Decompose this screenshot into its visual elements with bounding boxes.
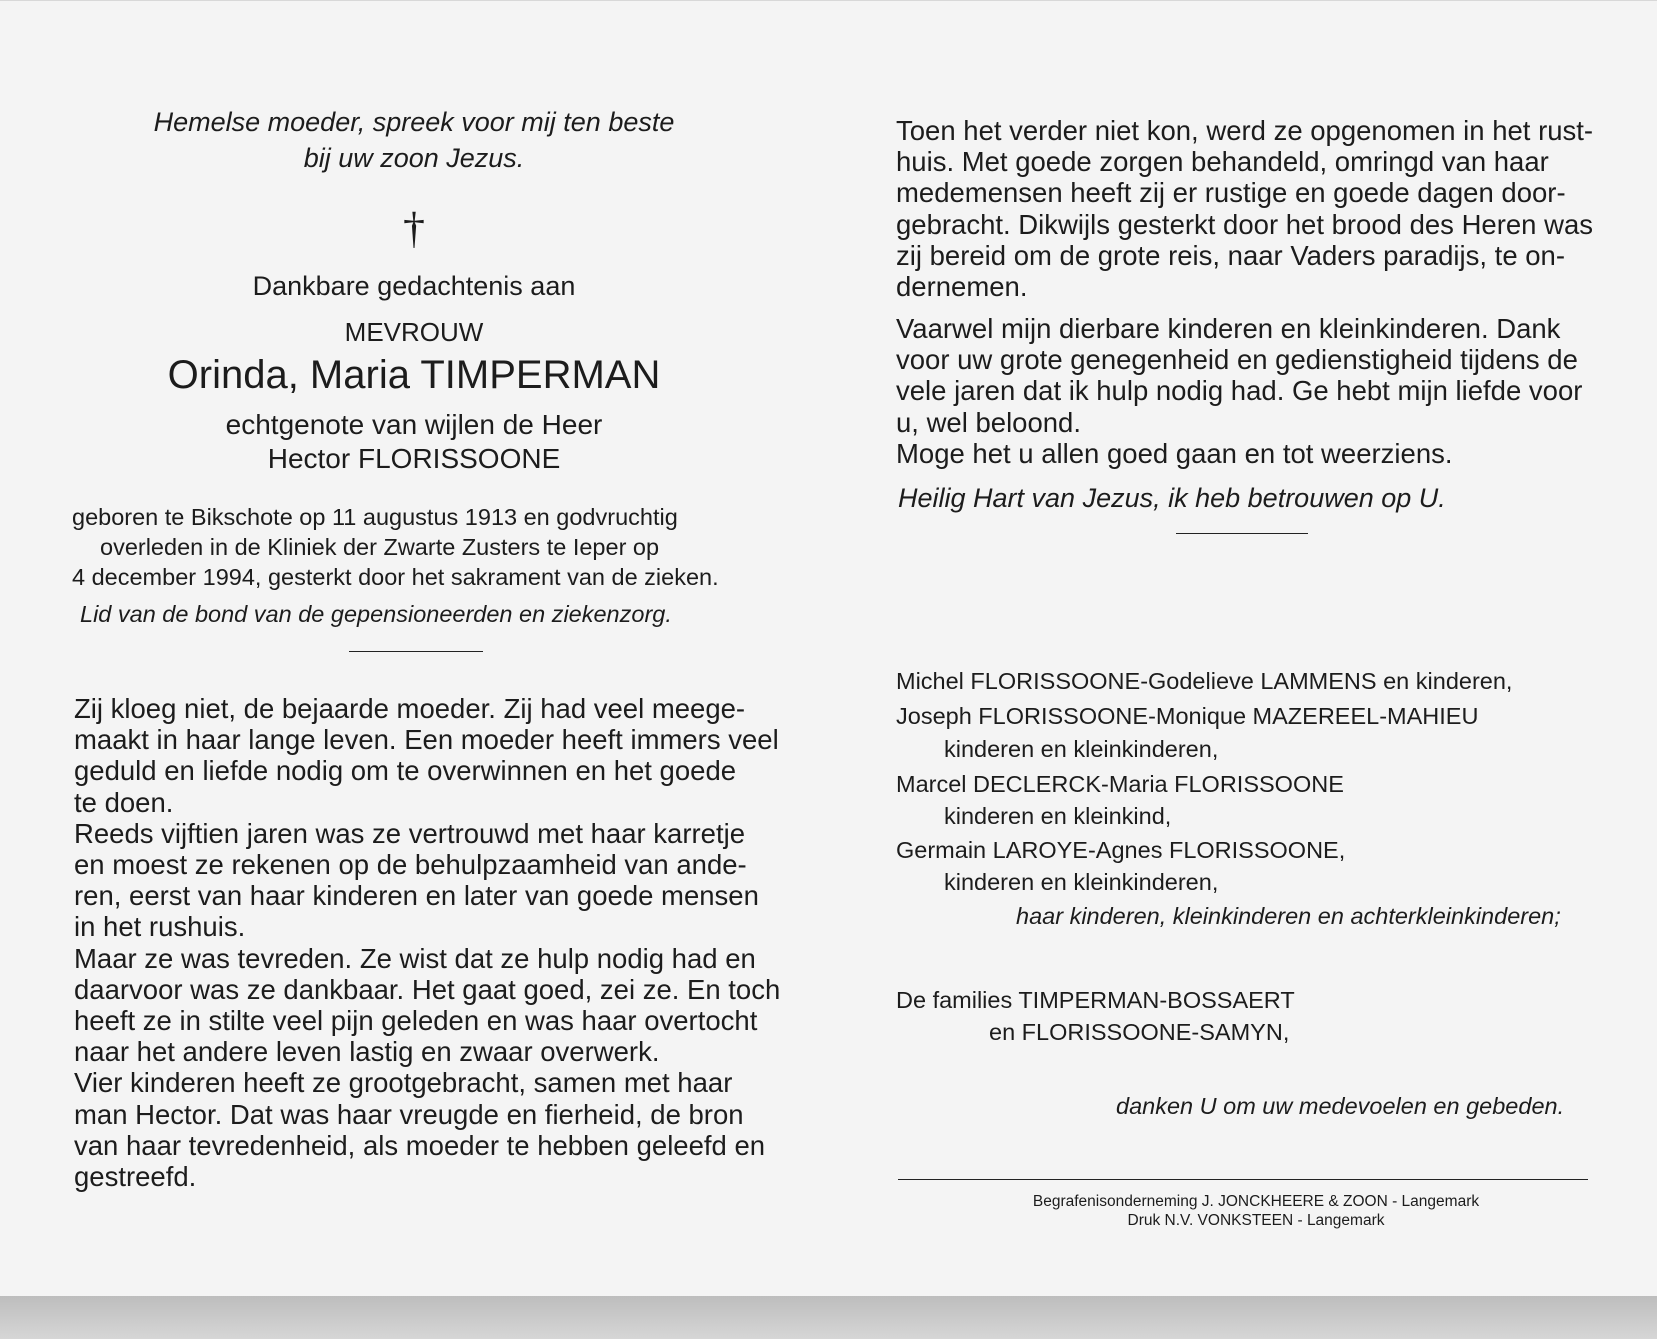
body-line: u, wel beloond. (896, 406, 1081, 438)
family-line-2: Joseph FLORISSOONE-Monique MAZEREEL-MAHIEU (896, 703, 1479, 729)
body-line: Moge het u allen goed gaan en tot weerziens. (896, 437, 1453, 469)
body-line: man Hector. Dat was haar vreugde en fierheid, de bron (74, 1098, 744, 1130)
undertaker-line: Begrafenisonderneming J. JONCKHEERE & ZOON - Langemark (1032, 1193, 1480, 1210)
spouse-line-2: Hector FLORISSOONE (267, 443, 561, 474)
body-line: heeft ze in stilte veel pijn geleden en was haar overtocht (74, 1005, 758, 1037)
divider-left (349, 651, 483, 652)
body-line: in het rushuis. (74, 911, 246, 943)
body-line: van haar tevredenheid, als moeder te hebben geleefd en (74, 1129, 766, 1161)
body-line: ren, eerst van haar kinderen en later van goede mensen (74, 880, 759, 912)
family-line-4: Marcel DECLERCK-Maria FLORISSOONE (896, 771, 1344, 797)
families-line-1: De families TIMPERMAN-BOSSAERT (896, 987, 1295, 1013)
family-line-1: Michel FLORISSOONE-Godelieve LAMMENS en kinderen, (896, 668, 1513, 694)
birth-line-1: geboren te Bikschote op 11 augustus 1913 en godvruchtig (72, 504, 678, 530)
body-line: geduld en liefde nodig om te overwinnen en het goede (74, 755, 737, 787)
biography-text (74, 693, 780, 1192)
spouse-line-1: echtgenote van wijlen de Heer (225, 409, 603, 440)
body-line: en moest ze rekenen op de behulpzaamheid van ande- (74, 849, 747, 881)
printer-credits (1006, 1192, 1506, 1230)
body-line: medemensen heeft zij er rustige en goede dagen door- (896, 177, 1566, 209)
paragraph-rusthuis (896, 115, 1593, 302)
body-line: gebracht. Dikwijls gesterkt door het brood des Heren was (896, 208, 1594, 240)
family-line-3: kinderen en kleinkinderen, (944, 736, 1219, 762)
body-line: voor uw grote genegenheid en gedienstigheid tijdens de (896, 344, 1578, 376)
invocation-text: Heilig Hart van Jezus, ik heb betrouwen op U. (898, 483, 1446, 513)
body-line: Toen het verder niet kon, werd ze opgenomen in het rust- (896, 115, 1594, 146)
membership-text: Lid van de bond van de gepensioneerden en ziekenzorg. (80, 601, 672, 627)
body-line: naar het andere leven lastig en zwaar overwerk. (74, 1036, 660, 1068)
body-line: Reeds vijftien jaren was ze vertrouwd met haar karretje (74, 817, 745, 849)
divider-right (1176, 533, 1308, 534)
prayer-line-2: bij uw zoon Jezus. (303, 143, 525, 173)
body-line: daarvoor was ze dankbaar. Het gaat goed, zei ze. En toch (74, 973, 781, 1005)
body-line: gestreefd. (74, 1161, 197, 1193)
body-line: huis. Met goede zorgen behandeld, omringd van haar (896, 146, 1549, 178)
body-line: Vaarwel mijn dierbare kinderen en kleinkinderen. Dank (896, 313, 1561, 344)
title-text: MEVROUW (344, 317, 484, 347)
deceased-name: Orinda, Maria TIMPERMAN (167, 353, 661, 397)
family-line-7: kinderen en kleinkinderen, (944, 869, 1219, 895)
grandchildren-text: haar kinderen, kleinkinderen en achterkleinkinderen; (1016, 903, 1561, 929)
family-line-5: kinderen en kleinkind, (944, 803, 1172, 829)
body-line: maakt in haar lange leven. Een moeder heeft immers veel (74, 724, 779, 756)
body-line: dernemen. (896, 271, 1028, 303)
printer-line: Druk N.V. VONKSTEEN - Langemark (1127, 1212, 1385, 1229)
thanks-text: danken U om uw medevoelen en gebeden. (1116, 1093, 1565, 1119)
intro-text: Dankbare gedachtenis aan (252, 271, 576, 301)
body-line: zij bereid om de grote reis, naar Vaders paradijs, te on- (896, 239, 1565, 271)
families-line-2: en FLORISSOONE-SAMYN, (989, 1019, 1290, 1045)
cross-symbol: † (403, 204, 425, 253)
body-line: te doen. (74, 786, 174, 818)
body-line: Maar ze was tevreden. Ze wist dat ze hulp nodig had en (74, 942, 756, 974)
body-line: Zij kloeg niet, de bejaarde moeder. Zij had veel meege- (74, 693, 746, 724)
body-line: Vier kinderen heeft ze grootgebracht, samen met haar (74, 1067, 733, 1099)
paragraph-farewell (896, 313, 1582, 469)
family-line-6: Germain LAROYE-Agnes FLORISSOONE, (896, 837, 1346, 863)
body-line: vele jaren dat ik hulp nodig had. Ge hebt mijn liefde voor (896, 375, 1583, 407)
birth-line-2: overleden in de Kliniek der Zwarte Zusters te Ieper op (100, 534, 660, 560)
footer-rule (898, 1179, 1588, 1180)
prayer-line-1: Hemelse moeder, spreek voor mij ten beste (153, 107, 675, 137)
scan-shadow (0, 1296, 1657, 1339)
birth-line-3: 4 december 1994, gesterkt door het sakrament van de zieken. (72, 564, 719, 590)
